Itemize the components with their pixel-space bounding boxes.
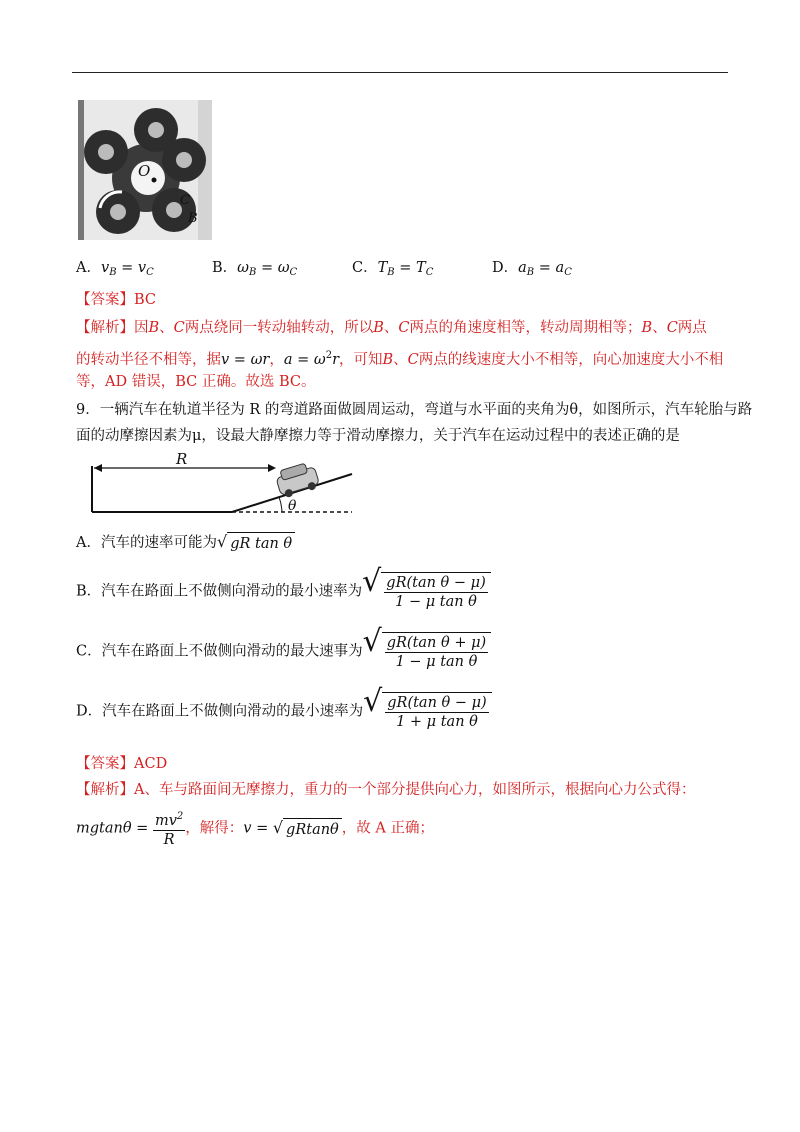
q8-answer: 【答案】BC (76, 292, 157, 308)
q9-answer: 【答案】ACD (76, 756, 168, 772)
q9-analysis-line1: 【解析】A、车与路面间无摩擦力，重力的一个部分提供向心力，如图所示，根据向心力公式得： (76, 782, 696, 798)
q8-option-d: D．$a_B = a_C$ (492, 260, 572, 278)
car-icon (274, 461, 320, 499)
q9-option-a: A．汽车的速率可能为√ gR tan θ (76, 532, 295, 554)
q9-option-d: D．汽车在路面上不做侧向滑动的最小速率为√ $\frac{\text{gR(tan θ − μ)}}{\text{1 + μ tan θ}}$ (76, 692, 492, 731)
label-r: R (176, 452, 188, 468)
label-c: C (180, 193, 190, 208)
header-rule (72, 72, 728, 73)
q9-stem-line1: 9．一辆汽车在轨道半径为 R 的弯道路面做圆周运动，弯道与水平面的夹角为θ，如图所示，汽车轮胎与路 (76, 402, 753, 418)
q8-analysis-line1: 【解析】因B、C两点绕同一转动轴转动，所以B、C两点的角速度相等，转动周期相等；B、C两点 (76, 320, 707, 336)
q8-option-c: C．$T_B = T_C$ (352, 260, 434, 278)
q9-analysis-line2: mgtanθ = $\frac{mv^2}{R}$ ，解得：v = √ gRtanθ ，故 A 正确； (76, 808, 434, 849)
q8-analysis-line2: 的转动半径不相等，据v = ωr，$a = \omega^2r$，可知B、C两点的线速度大小不相等，向心加速度大小不相 (76, 350, 724, 368)
label-b: B (188, 211, 198, 226)
q9-stem-line2: 面的动摩擦因素为μ，设最大静摩擦力等于滑动摩擦力，关于汽车在运动过程中的表述正确的是 (76, 428, 680, 444)
spinner-figure (78, 100, 212, 240)
q8-analysis-line3: 等，AD 错误，BC 正确。故选 BC。 (76, 374, 316, 390)
label-theta: θ (288, 498, 297, 514)
label-o: O (138, 162, 151, 180)
q8-option-a: A．$v_B = v_C$ (76, 260, 154, 278)
q8-option-b: B．$\omega_B = \omega_C$ (212, 260, 298, 278)
q9-option-b: B．汽车在路面上不做侧向滑动的最小速率为√ $\frac{\text{gR(tan θ − μ)}}{\text{1 − μ tan θ}}$ (76, 572, 491, 611)
banked-road-figure (86, 452, 356, 524)
q9-option-c: C．汽车在路面上不做侧向滑动的最大速事为√ $\frac{\text{gR(tan θ + μ)}}{\text{1 − μ tan θ}}$ (76, 632, 491, 671)
